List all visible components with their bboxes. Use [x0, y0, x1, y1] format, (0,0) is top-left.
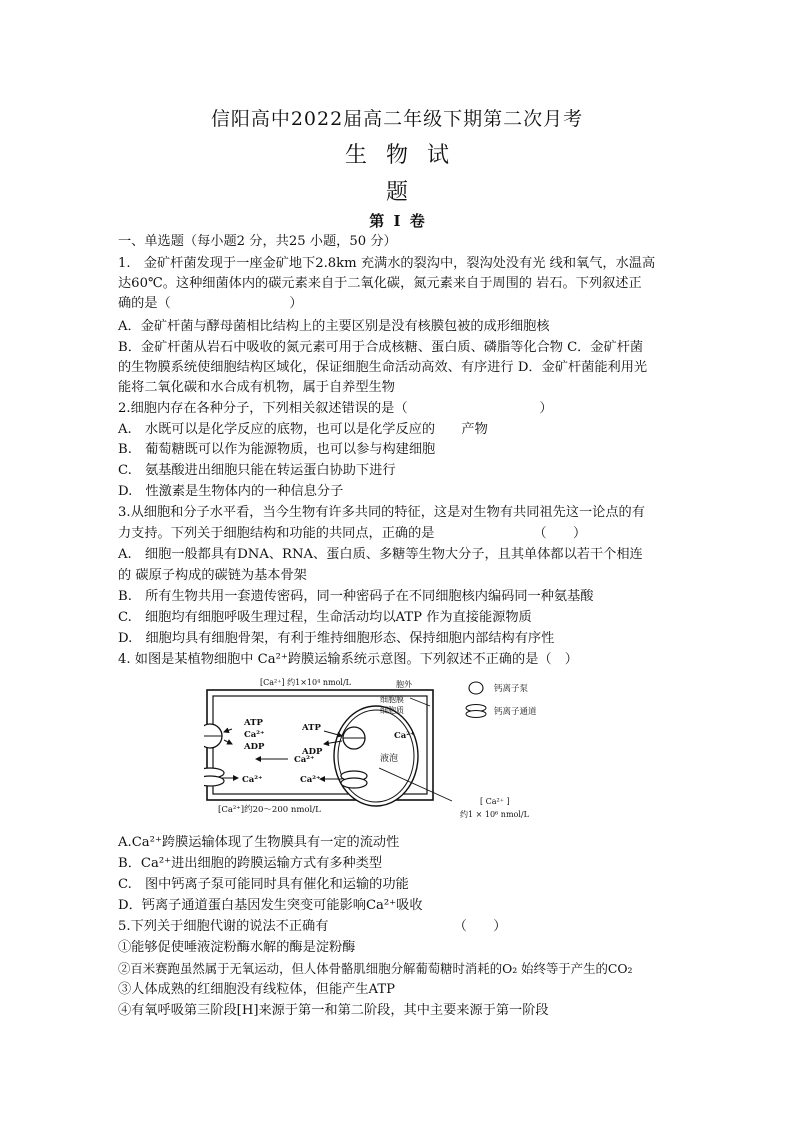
- legend-pump-symbol: [469, 682, 483, 694]
- option-line: D. 细胞均具有细胞骨架，有利于维持细胞形态、保持细胞内部结构有序性: [118, 631, 555, 646]
- atp-label-membrane: ATP: [244, 718, 263, 728]
- atp-label-vacuole: ATP: [302, 723, 321, 733]
- exam-title: 信阳高中2022届高二年级下期第二次月考: [210, 108, 584, 130]
- statement-line: ③人体成熟的红细胞没有线粒体，但能产生ATP: [118, 982, 396, 997]
- outside-concentration: [Ca²⁺] 约1×10⁴ nmol/L: [260, 678, 351, 687]
- option-line: C. 细胞均有细胞呼吸生理过程，生命活动均以ATP 作为直接能源物质: [118, 610, 532, 625]
- vacuole-concentration-1: [ Ca²⁺ ]: [480, 797, 510, 806]
- cytoplasm-label: 细胞质: [380, 706, 404, 715]
- statement-line: ②百米赛跑虽然属于无氧运动，但人体骨骼肌细胞分解葡萄糖时消耗的O₂ 始终等于产生的CO₂: [118, 961, 633, 976]
- section-heading: 一、单选题（每小题2 分，共25 小题，50 分）: [118, 234, 397, 249]
- statement-line: ①能够促使唾液淀粉酶水解的酶是淀粉酶: [118, 940, 356, 955]
- legend-pump-label: 钙离子泵: [494, 684, 529, 694]
- membrane-calcium-channel-bottom: [204, 776, 224, 786]
- question-line: 5.下列关于细胞代谢的说法不正确有 （ ）: [118, 919, 507, 934]
- question-line: 达60℃。这种细菌体内的碳元素来自于二氧化碳，氮元素来自于周围的 岩石。下列叙述正: [118, 276, 642, 291]
- option-line: B．Ca²⁺进出细胞的跨膜运输方式有多种类型: [118, 856, 383, 871]
- ca-label-cytosol: Ca²⁺: [294, 755, 315, 765]
- ca-label-membrane-channel: Ca²⁺: [242, 775, 263, 785]
- option-line: B. 葡萄糖既可以作为能源物质，也可以参与构建细胞: [118, 442, 436, 457]
- cytosol-concentration: [Ca²⁺]约20～200 nmol/L: [218, 805, 321, 815]
- option-line: A．金矿杆菌与酵母菌相比结构上的主要区别是没有核膜包被的成形细胞核: [118, 319, 550, 334]
- option-line: 能将二氧化碳和水合成有机物，属于自养型生物: [118, 380, 395, 395]
- subject-title-2: 题: [385, 180, 408, 205]
- statement-line: ④有氧呼吸第三阶段[H]来源于第一和第二阶段，其中主要来源于第一阶段: [118, 1003, 549, 1018]
- subject-title: 生 物 试: [345, 143, 449, 168]
- ca-label-membrane-pump: Ca²⁺: [244, 730, 265, 740]
- question-line: 1. 金矿杆菌发现于一座金矿地下2.8km 充满水的裂沟中，裂沟处没有光 线和氧气，水温高: [118, 256, 656, 271]
- question-line: 力支持。下列关于细胞结构和功能的共同点，正确的是 （ ）: [118, 526, 587, 541]
- question-line: 4. 如图是某植物细胞中 Ca²⁺跨膜运输系统示意图。下列叙述不正确的是（ ）: [118, 652, 578, 667]
- vacuole-calcium-channel-bottom: [341, 778, 367, 788]
- ca-label-vacuole: Ca²⁺: [394, 731, 415, 741]
- option-line: B. 所有生物共用一套遗传密码，同一种密码子在不同细胞核内编码同一种氨基酸: [118, 589, 594, 604]
- option-line: A.Ca²⁺跨膜运输体现了生物膜具有一定的流动性: [118, 835, 400, 850]
- cell-membrane-label: 细胞膜: [380, 695, 404, 704]
- question-line: 确的是（ ）: [118, 296, 303, 311]
- legend-channel-label: 钙离子通道: [494, 707, 537, 717]
- option-line: C. 图中钙离子泵可能同时具有催化和运输的功能: [118, 877, 409, 892]
- legend-channel-symbol-bottom: [466, 711, 486, 718]
- volume-title: 第 Ⅰ 卷: [369, 212, 425, 230]
- question-line: 3.从细胞和分子水平看，当今生物有许多共同的特征，这是对生物有共同祖先这一论点的有: [118, 505, 645, 520]
- option-line: 的 碳原子构成的碳链为基本骨架: [118, 568, 307, 583]
- calcium-transport-diagram: [204, 674, 578, 820]
- option-line: D．钙离子通道蛋白基因发生突变可能影响Ca²⁺吸收: [118, 898, 423, 913]
- vacuole-label: 液泡: [380, 754, 399, 764]
- ca-label-vacuole-channel: Ca²⁺: [300, 775, 321, 785]
- option-line: B．金矿杆菌从岩石中吸收的氮元素可用于合成核糖、蛋白质、磷脂等化合物 C．金矿杆菌: [118, 340, 644, 355]
- option-line: A. 水既可以是化学反应的底物，也可以是化学反应的 产物: [118, 422, 488, 437]
- option-line: 的生物膜系统使细胞结构区域化，保证细胞生命活动高效、有序进行 D．金矿杆菌能利用光: [118, 360, 648, 375]
- vacuole-concentration-2: 约1 × 10⁶ nmol/L: [460, 810, 529, 819]
- option-line: A. 细胞一般都具有DNA、RNA、蛋白质、多糖等生物大分子，且其单体都以若干个相连: [118, 547, 643, 562]
- option-line: C. 氨基酸进出细胞只能在转运蛋白协助下进行: [118, 463, 396, 478]
- option-line: D. 性激素是生物体内的一种信息分子: [118, 484, 344, 499]
- adp-label-membrane: ADP: [244, 742, 265, 752]
- adp-label-vacuole: ADP: [302, 747, 323, 757]
- outside-label: 胞外: [396, 680, 412, 689]
- question-line: 2.细胞内存在各种分子，下列相关叙述错误的是（ ）: [118, 401, 553, 416]
- vacuole-outer: [334, 706, 418, 806]
